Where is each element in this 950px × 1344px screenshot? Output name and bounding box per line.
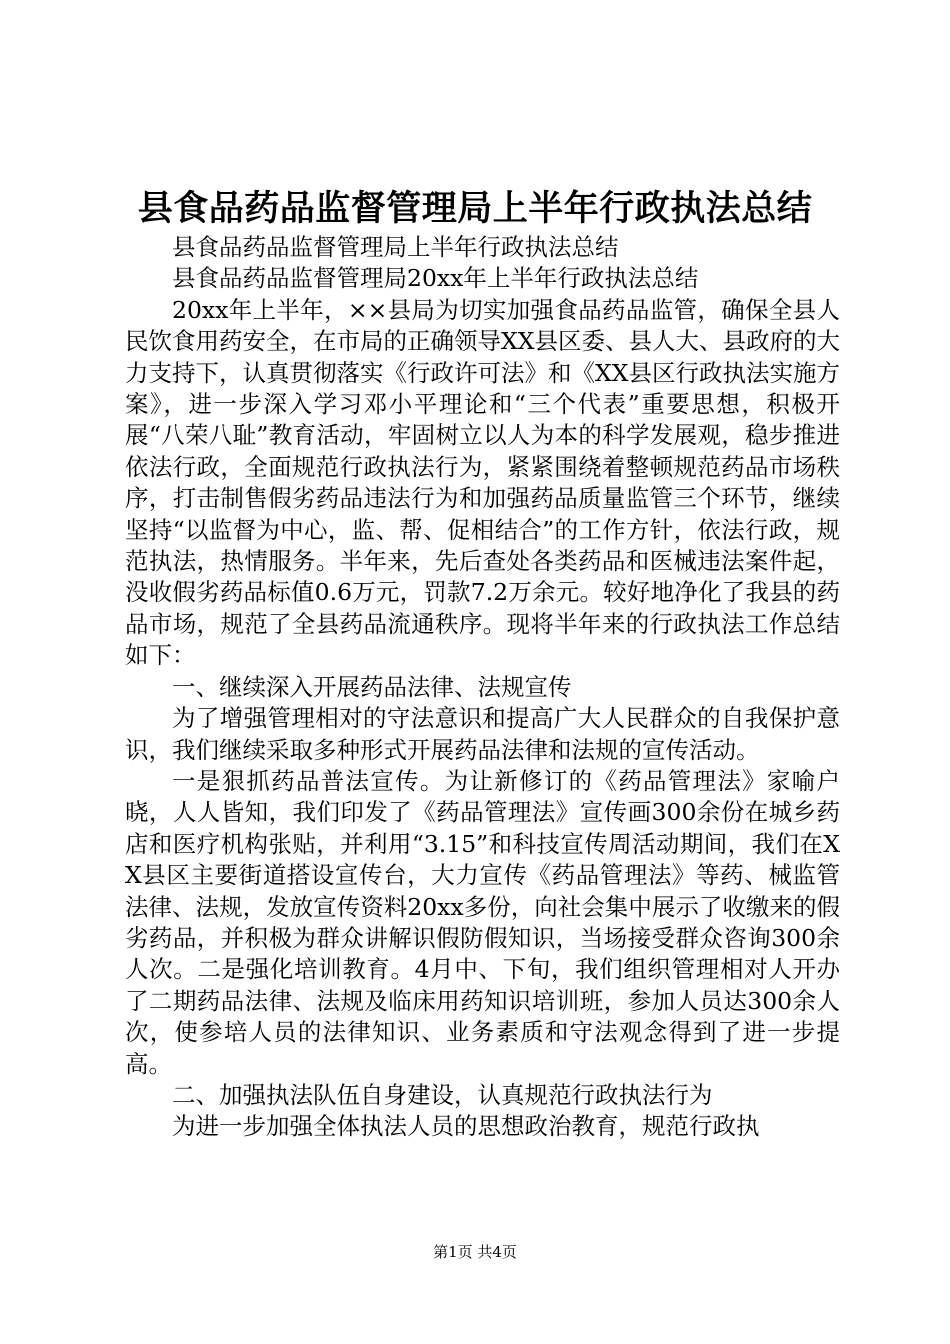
document-body [125, 232, 840, 1143]
paragraph: 为了增强管理相对的守法意识和提高广大人民群众的自我保护意识，我们继续采取多种形式开展药品法律和法规的宣传活动。 [125, 704, 840, 764]
section-heading: 一、继续深入开展药品法律、法规宣传 [172, 672, 572, 701]
document-title: 县食品药品监督管理局上半年行政执法总结 [137, 188, 813, 229]
paragraph: 县食品药品监督管理局20xx年上半年行政执法总结 [172, 264, 699, 293]
paragraph: 县食品药品监督管理局上半年行政执法总结 [172, 233, 619, 261]
paragraph: 20xx年上半年，××县局为切实加强食品药品监管，确保全县人民饮食用药安全，在市局的正确领导XX县区委、县人大、县政府的大力支持下，认真贯彻落实《行政许可法》和《XX县区行政执法实施方案》，进一步深入学习邓小平理论和“三个代表”重要思想，积极开展“八荣八耻”教育活动，牢固树立以人为本的科学发展观，稳步推进依法行政，全面规范行政执法行为，紧紧围绕着整顿规范药品市场秩序，打击制售假劣药品违法行为和加强药品质量监管三个环节，继续坚持“以监督为中心，监、帮、促相结合”的工作方针，依法行政，规范执法，热情服务。半年来，先后查处各类药品和医械违法案件起，没收假劣药品标值0.6万元，罚款7.2万余元。较好地净化了我县的药品市场，规范了全县药品流通秩序。现将半年来的行政执法工作总结如下： [125, 295, 840, 670]
paragraph: 一是狠抓药品普法宣传。为让新修订的《药品管理法》家喻户晓，人人皆知，我们印发了《药品管理法》宣传画300余份在城乡药店和医疗机构张贴，并利用“3.15”和科技宣传周活动期间，我们在XX县区主要街道搭设宣传台，大力宣传《药品管理法》等药、械监管法律、法规，发放宣传资料20xx多份，向社会集中展示了收缴来的假劣药品，并积极为群众讲解识假防假知识，当场接受群众咨询300余人次。二是强化培训教育。4月中、下旬，我们组织管理相对人开办了二期药品法律、法规及临床用药知识培训班，参加人员达300余人次，使参培人员的法律知识、业务素质和守法观念得到了进一步提高。 [125, 766, 840, 1078]
paragraph: 为进一步加强全体执法人员的思想政治教育，规范行政执 [172, 1112, 760, 1141]
section-heading: 二、加强执法队伍自身建设，认真规范行政执法行为 [172, 1080, 713, 1109]
page-footer: 第1页 共4页 [433, 1243, 517, 1261]
